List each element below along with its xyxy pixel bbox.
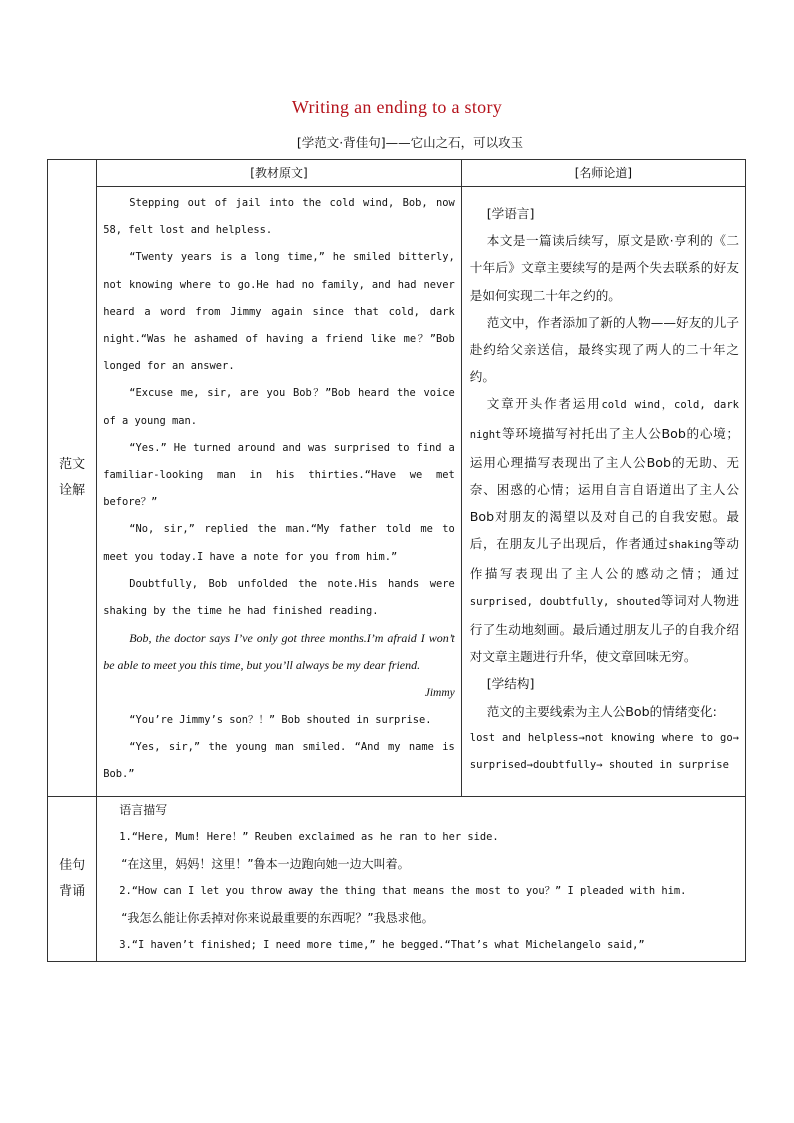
commentary-text: 等词对人物进行了生动地刻画。最后通过朋友儿子的自我介绍对文章主题进行升华，使文章回味无穷。 (469, 592, 739, 665)
original-paragraph: “Yes.” He turned around and was surprised to find a familiar-looking man in his thirties.“Have we met before？” (103, 441, 455, 509)
section-label-model-essay (48, 160, 97, 797)
header-commentary: [名师论道] (461, 160, 745, 187)
section-label-line1: 范文 (59, 457, 86, 473)
section-label-line2: 诠解 (59, 483, 86, 499)
original-text-cell (97, 187, 462, 797)
commentary-text: 等动作描写表现出了主人公的感动之情；通过 (469, 536, 740, 581)
note-text: Bob, the doctor says I’ve only got three months.I’m afraid I won’t be able to meet you this time, but you’ll always be my dear friend. (103, 631, 455, 673)
section-label-sentences (48, 797, 97, 962)
sentence-chinese: “我怎么能让你丢掉对你来说最重要的东西呢？”我恳求他。 (121, 911, 434, 926)
content-table (47, 159, 746, 962)
commentary-paragraph: 本文是一篇读后续写，原文是欧·亨利的《二十年后》文章主要续写的是两个失去联系的好友是如何实现二十年之约的。 (469, 233, 739, 303)
commentary-text: 等环境描写衬托出了主人公Bob的心境；运用心理描写表现出了主人公Bob的无助、无奈、困惑的心情；运用自言自语道出了主人公Bob对朋友的渴望以及对自己的自我安慰。最后，在朋友儿子出现后，作者通过 (469, 425, 739, 552)
original-paragraph: “Excuse me, sir, are you Bob？”Bob heard the voice of a young man. (103, 387, 455, 427)
header-original-text: [教材原文] (97, 160, 462, 187)
sentence-chinese: “在这里，妈妈！这里！”鲁本一边跑向她一边大叫着。 (121, 857, 410, 872)
struct-chain: lost and helpless→not knowing where to go→ surprised→doubtfully→ shouted in surprise (469, 731, 739, 772)
section-label-line2: 背诵 (59, 884, 86, 900)
commentary-english: cold wind，cold, dark night (469, 399, 740, 441)
sentence-english: 1.“Here, Mum! Here！” Reuben exclaimed as he ran to her side. (119, 831, 499, 844)
commentary-cell (461, 187, 745, 797)
commentary-english: surprised, doubtfully, shouted (469, 595, 661, 608)
commentary-english: shaking (668, 539, 713, 552)
section-label-line1: 佳句 (59, 858, 86, 874)
commentary-paragraph (470, 390, 739, 670)
lang-heading: [学语言] (486, 206, 535, 221)
struct-intro: 范文的主要线索为主人公Bob的情绪变化: (486, 703, 717, 719)
commentary-paragraph: 范文中，作者添加了新的人物——好友的儿子赴约给父亲送信，最终实现了两人的二十年之约。 (469, 314, 739, 385)
original-paragraph: “No, sir,” replied the man.“My father told me to meet you today.I have a note for you from him.” (103, 523, 455, 563)
original-paragraph: “You’re Jimmy’s son？！” Bob shouted in surprise. (129, 713, 432, 726)
sentences-cell (97, 797, 746, 962)
original-paragraph: “Yes, sir,” the young man smiled. “And my name is Bob.” (103, 741, 455, 781)
page-subtitle: [学范文·背佳句]——它山之石，可以攻玉 (296, 135, 524, 150)
note-signature: Jimmy (424, 686, 455, 699)
struct-heading: [学结构] (486, 676, 535, 692)
original-paragraph: “Twenty years is a long time,” he smiled bitterly, not knowing where to go.He had no family, and had never heard a word from Jimmy again since that cold, dark night.“Was he ashamed of having a friend like me？”Bob longed for an answer. (103, 251, 455, 373)
sentence-english: 3.“I haven’t finished; I need more time,” he begged.“That’s what Michelangelo said,” (119, 939, 645, 952)
sentences-heading: 语言描写 (119, 803, 168, 818)
original-paragraph: Doubtfully, Bob unfolded the note.His hands were shaking by the time he had finished reading. (103, 577, 455, 618)
sentence-english: 2.“How can I let you throw away the thing that means the most to you？” I pleaded with him. (119, 885, 687, 898)
commentary-text: 文章开头作者运用 (486, 396, 602, 412)
original-paragraph: Stepping out of jail into the cold wind, Bob, now 58, felt lost and helpless. (103, 197, 455, 237)
page-title: Writing an ending to a story (291, 97, 503, 117)
